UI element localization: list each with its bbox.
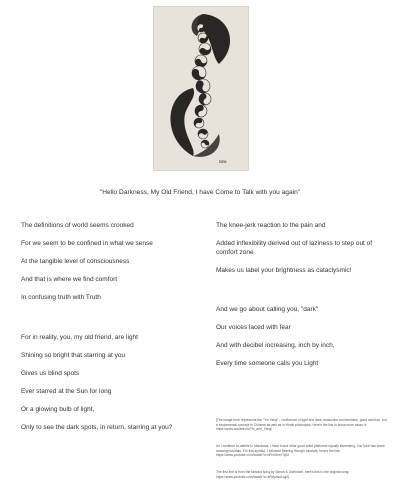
poem-line: And we go about calling you, "dark" — [216, 306, 319, 313]
poem-line: Every time someone calls you Light — [216, 360, 319, 367]
poem-line: The definitions of world seems crooked — [21, 222, 134, 229]
poem-title: "Hello Darkness, My Old Friend, I have Come to Talk with you again" — [99, 189, 301, 196]
yin-yang-artwork — [153, 6, 249, 171]
lower-swirl — [170, 88, 194, 156]
poem-line: Makes us label your brightness as cataclysmic! — [216, 267, 352, 274]
poem-line: For in reality, you, my old friend, are light — [21, 334, 138, 341]
poem-line: Our voices laced with fear — [216, 324, 291, 331]
footnote-song: The first line is from the famous song by Simon & Garfunkel, here's link to the original song: https://www.youtube.com/watch?v=4fWyzwo1xg0] — [216, 470, 350, 479]
poem-line: At the tangible level of consciousness — [21, 258, 130, 265]
poem-line: Ever starred at the Sun for long — [21, 388, 112, 395]
poem-line: Or a glowing bulb of light, — [21, 406, 95, 413]
yin-yang-drawing — [153, 6, 249, 171]
poem-line: For we seem to be confined in what we sense — [21, 240, 153, 247]
poem-line: Gives us blind spots — [21, 370, 80, 377]
poem-line: And that is where we find comfort — [21, 276, 118, 283]
poem-line: Added inflexibility derived out of laziness to step out of comfort zone — [216, 240, 373, 256]
poem-line: Only to see the dark spots, in return, starring at you? — [21, 424, 173, 431]
footnote-tutorial: As I continue to dabble in Mandalas, I have found other good artist platforms equally interesting. YouTube has some amazing tutorials. For this symbol, I followed Beering Wong's tutorials, here's the link: https://www.youtube.com/watch?v=nFNrSeeY3pU — [216, 444, 385, 458]
poem-line: In confusing truth with Truth — [21, 294, 101, 301]
poem-line: Shining so bright that starring at you — [21, 352, 126, 359]
poem-line: And with decibel increasing, inch by inch, — [216, 342, 335, 349]
footnote-yin-yang: [The image here represents the "Yin Yang" - confluence of light and dark, masculine and feminine, good and bad. It is a fundamental concept in Chinese as well as in Hindu philosophy. Here's the link to know more about it: https://www.ancient.eu/Yin_and_Yang/ — [216, 418, 387, 432]
artist-signature: BRt — [219, 159, 227, 164]
poem-line: The knee-jerk reaction to the pain and — [216, 222, 326, 229]
